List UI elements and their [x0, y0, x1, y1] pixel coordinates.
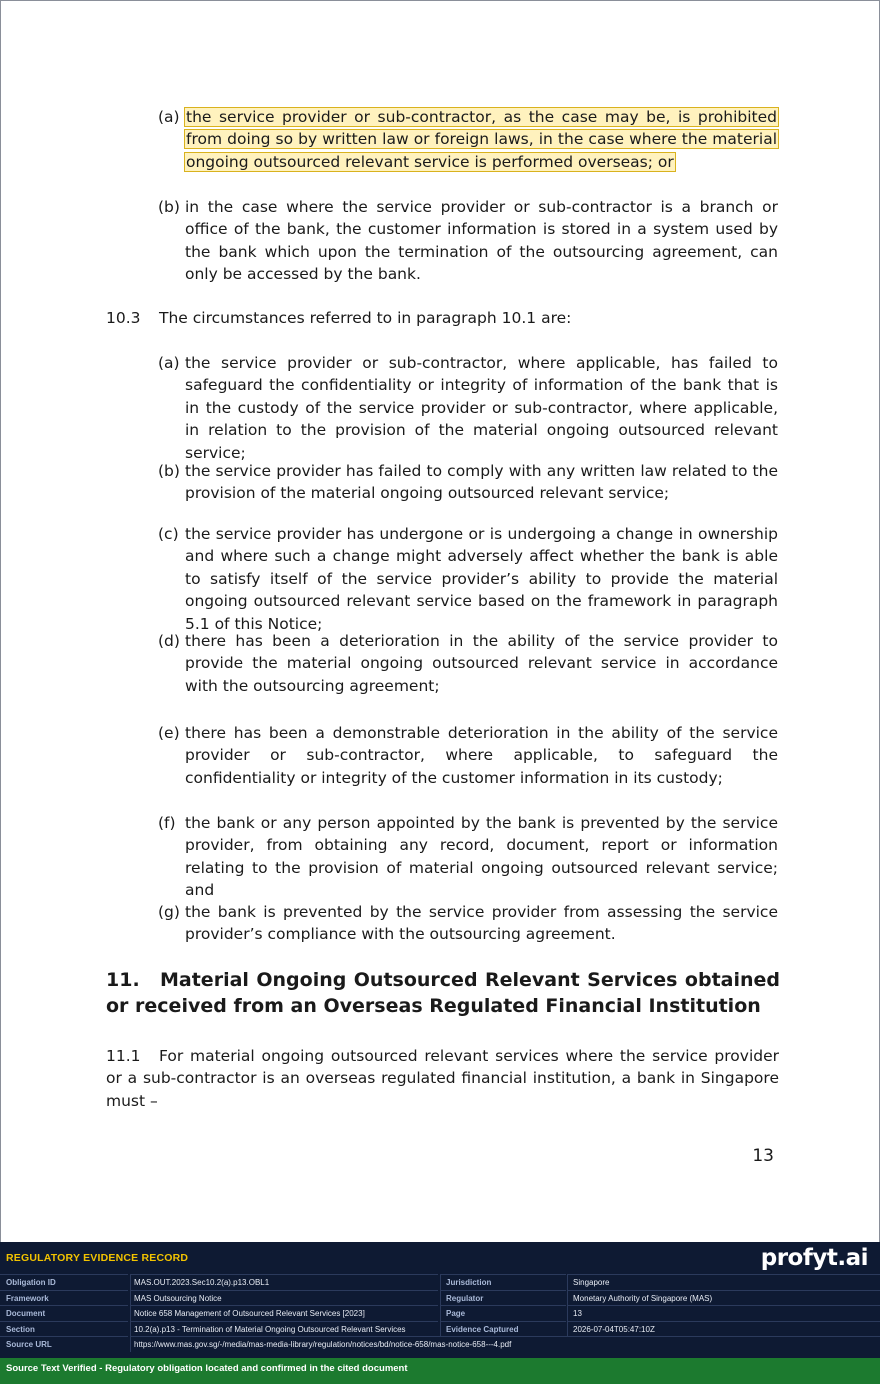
- evidence-record-title: REGULATORY EVIDENCE RECORD: [6, 1252, 189, 1264]
- list-item-10-3-b: [158, 460, 778, 505]
- field-value: MAS.OUT.2023.Sec10.2(a).p13.OBL1: [130, 1274, 438, 1290]
- profyt-logo: profyt.ai: [760, 1245, 868, 1271]
- table-row: [0, 1305, 880, 1321]
- field-label: Jurisdiction: [440, 1274, 566, 1290]
- paragraph-10-3: [106, 307, 778, 329]
- paragraph-11-1: [106, 1045, 779, 1112]
- item-text: there has been a deterioration in the ability of the service provider to provide the material ongoing outsourced relevant service in accordance with the outsourcing agreement;: [185, 632, 778, 695]
- paragraph-number: 11.1: [106, 1047, 141, 1065]
- section-number: 11.: [106, 969, 140, 991]
- field-label: Source URL: [0, 1336, 128, 1352]
- field-label: Obligation ID: [0, 1274, 128, 1290]
- section-title: Material Ongoing Outsourced Relevant Services obtained or received from an Overseas Regulated Financial Institution: [106, 969, 780, 1017]
- item-marker: (e): [158, 724, 180, 742]
- item-marker: (c): [158, 525, 179, 543]
- item-text: the service provider has failed to comply with any written law related to the provision of the material ongoing outsourced relevant service;: [185, 462, 778, 503]
- field-value: Notice 658 Management of Outsourced Relevant Services [2023]: [130, 1305, 438, 1321]
- field-value: Singapore: [567, 1274, 880, 1290]
- paragraph-number: 10.3: [106, 309, 141, 327]
- field-label: Document: [0, 1305, 128, 1321]
- item-text: the bank is prevented by the service provider from assessing the service provider’s compliance with the outsourcing agreement.: [185, 903, 778, 944]
- item-text: the bank or any person appointed by the bank is prevented by the service provider, from obtaining any record, document, report or information relating to the provision of material ongoing outsourced relevant service; and: [185, 814, 778, 900]
- field-value: Monetary Authority of Singapore (MAS): [567, 1290, 880, 1306]
- item-marker: (a): [158, 108, 180, 126]
- item-marker: (f): [158, 814, 176, 832]
- table-row: [0, 1321, 880, 1337]
- field-value: 10.2(a).p13 - Termination of Material Ongoing Outsourced Relevant Services: [130, 1321, 438, 1337]
- field-label: Page: [440, 1305, 566, 1321]
- item-marker: (d): [158, 632, 180, 650]
- section-heading-11: [106, 968, 780, 1019]
- list-item-10-3-g: [158, 901, 778, 946]
- item-text: in the case where the service provider or sub-contractor is a branch or office of the bank, the customer information is stored in a system used by the bank which upon the termination of the outsourcing agreement, can only be accessed by the bank.: [185, 198, 778, 284]
- field-label: Framework: [0, 1290, 128, 1306]
- paragraph-text: The circumstances referred to in paragraph 10.1 are:: [159, 309, 572, 327]
- page-number: 13: [752, 1146, 774, 1166]
- item-marker: (b): [158, 198, 180, 216]
- field-label: Regulator: [440, 1290, 566, 1306]
- table-row: [0, 1290, 880, 1306]
- item-text: the service provider has undergone or is undergoing a change in ownership and where such a change might adversely affect whether the bank is able to satisfy itself of the service provider’s ability to provide the material ongoing outsourced relevant service based on the framework in paragraph 5.1 of this Notice;: [185, 525, 778, 633]
- field-label: Evidence Captured: [440, 1321, 566, 1337]
- item-marker: (b): [158, 462, 180, 480]
- verification-banner: Source Text Verified - Regulatory obligation located and confirmed in the cited document: [0, 1358, 880, 1384]
- table-row: [0, 1274, 880, 1290]
- list-item-10-3-f: [158, 812, 778, 902]
- list-item-10-3-a: [158, 352, 778, 464]
- field-value: MAS Outsourcing Notice: [130, 1290, 438, 1306]
- list-item-10-2-a: [158, 106, 778, 173]
- list-item-10-3-e: [158, 722, 778, 789]
- list-item-10-3-d: [158, 630, 778, 697]
- list-item-10-3-c: [158, 523, 778, 635]
- source-url-link[interactable]: https://www.mas.gov.sg/-/media/mas-media-library/regulation/notices/bd/notice-658/mas-notice-658---4.pdf: [130, 1336, 880, 1352]
- item-marker: (g): [158, 903, 180, 921]
- table-row-source-url: [0, 1336, 880, 1352]
- field-label: Section: [0, 1321, 128, 1337]
- field-value: 13: [567, 1305, 880, 1321]
- field-value: 2026-07-04T05:47:10Z: [567, 1321, 880, 1337]
- item-text: the service provider or sub-contractor, where applicable, has failed to safeguard the confidentiality or integrity of information of the bank that is in the custody of the service provider or sub-contractor, where applicable, in relation to the provision of the material ongoing outsourced relevant service;: [185, 354, 778, 462]
- highlighted-obligation-text: the service provider or sub-contractor, as the case may be, is prohibited from doing so by written law or foreign laws, in the case where the material ongoing outsourced relevant service is performed overseas; or: [186, 108, 777, 171]
- item-text: there has been a demonstrable deterioration in the ability of the service provider or sub-contractor, where applicable, to safeguard the confidentiality or integrity of the customer information in its custody;: [185, 724, 778, 787]
- item-marker: (a): [158, 354, 180, 372]
- paragraph-text: For material ongoing outsourced relevant services where the service provider or a sub-contractor is an overseas regulated financial institution, a bank in Singapore must –: [106, 1047, 779, 1110]
- list-item-10-2-b: [158, 196, 778, 286]
